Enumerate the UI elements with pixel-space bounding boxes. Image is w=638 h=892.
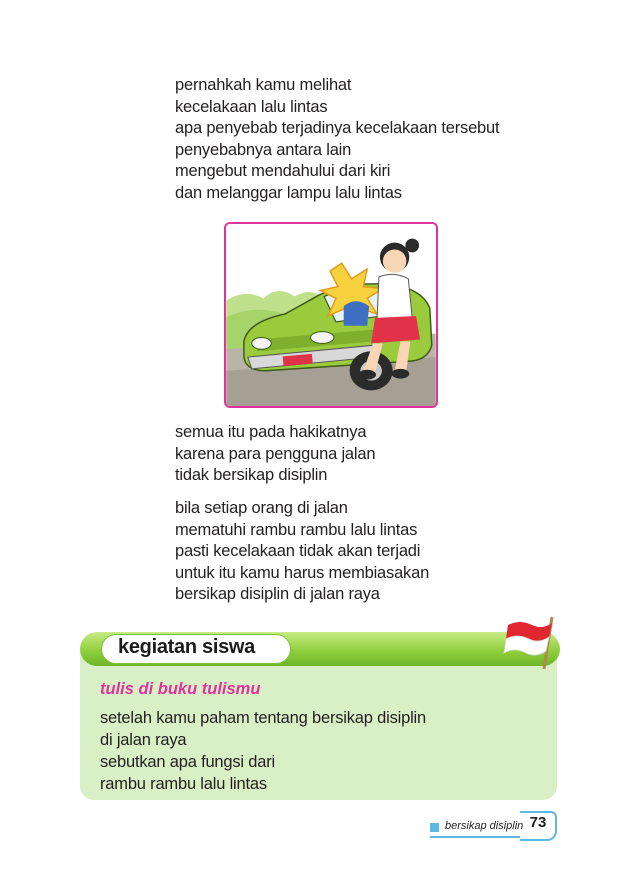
poem-line: pasti kecelakaan tidak akan terjadi [175,542,421,560]
poem-line: untuk itu kamu harus membiasakan [175,563,430,582]
activity-instructions [100,707,426,795]
poem-line: mengebut mendahului dari kiri [175,162,391,180]
poem-stanza-1 [175,75,499,204]
footer-chapter-title: bersikap disiplin [445,820,524,832]
instruction-line: rambu rambu lalu lintas [100,775,267,793]
poem-line: tidak bersikap disiplin [175,466,328,484]
poem-line: semua itu pada hakikatnya [175,423,367,441]
poem-line: apa penyebab terjadinya kecelakaan tersebut [175,119,500,137]
poem-line: kecelakaan lalu lintas [175,97,328,116]
accident-illustration [224,222,438,408]
activity-title: kegiatan siswa [118,636,255,658]
page-number: 73 [529,814,547,831]
footer-marker-icon [430,823,439,832]
footer-divider [430,836,520,838]
instruction-line: di jalan raya [100,731,187,749]
poem-line: karena para pengguna jalan [175,444,376,463]
poem-line: bila setiap orang di jalan [175,499,348,517]
poem-stanza-2 [175,422,375,487]
instruction-line: sebutkan apa fungsi dari [100,753,275,771]
indonesian-flag-icon [502,611,562,671]
poem-line: pernahkah kamu melihat [175,76,352,94]
poem-line: dan melanggar lampu lalu lintas [175,183,402,202]
poem-line: bersikap disiplin di jalan raya [175,585,380,603]
poem-line: mematuhi rambu rambu lalu lintas [175,520,418,539]
poem-line: penyebabnya antara lain [175,140,352,159]
car-accident-picture [226,224,436,406]
instruction-heading: tulis di buku tulismu [100,680,261,698]
instruction-line: setelah kamu paham tentang bersikap disiplin [100,709,426,727]
poem-stanza-3 [175,498,429,606]
